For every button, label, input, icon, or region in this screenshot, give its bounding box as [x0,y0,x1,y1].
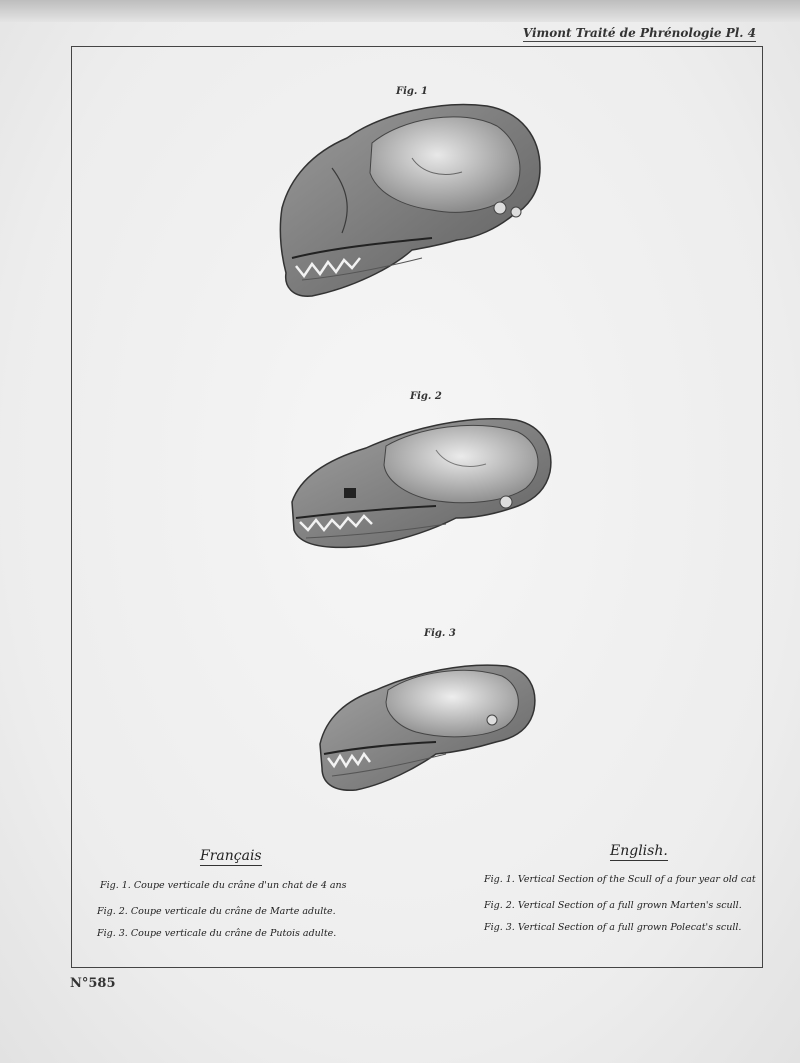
fig-2-marten-skull-illustration [286,410,556,552]
english-caption-3: Fig. 3. Vertical Section of a full grown Polecat's scull. [484,922,742,933]
scan-top-strip [0,0,800,22]
fig-2-label: Fig. 2 [410,391,442,402]
english-caption-1: Fig. 1. Vertical Section of the Scull of a four year old cat [484,874,756,885]
fig-1-label: Fig. 1 [396,86,428,97]
francais-title: Français [200,848,262,864]
english-title: English. [610,843,668,859]
francais-caption-1: Fig. 1. Coupe verticale du crâne d'un chat de 4 ans [100,880,347,891]
francais-caption-2: Fig. 2. Coupe verticale du crâne de Marte adulte. [97,906,336,917]
fig-3-label: Fig. 3 [424,628,456,639]
english-caption-2: Fig. 2. Vertical Section of a full grown Marten's scull. [484,900,742,911]
plate-number: N°585 [70,976,116,991]
francais-caption-3: Fig. 3. Coupe verticale du crâne de Putois adulte. [97,928,337,939]
fig-1-cat-skull-illustration [272,98,547,300]
fig-3-polecat-skull-illustration [316,658,540,796]
plate-header: Vimont Traité de Phrénologie Pl. 4 [522,26,756,40]
